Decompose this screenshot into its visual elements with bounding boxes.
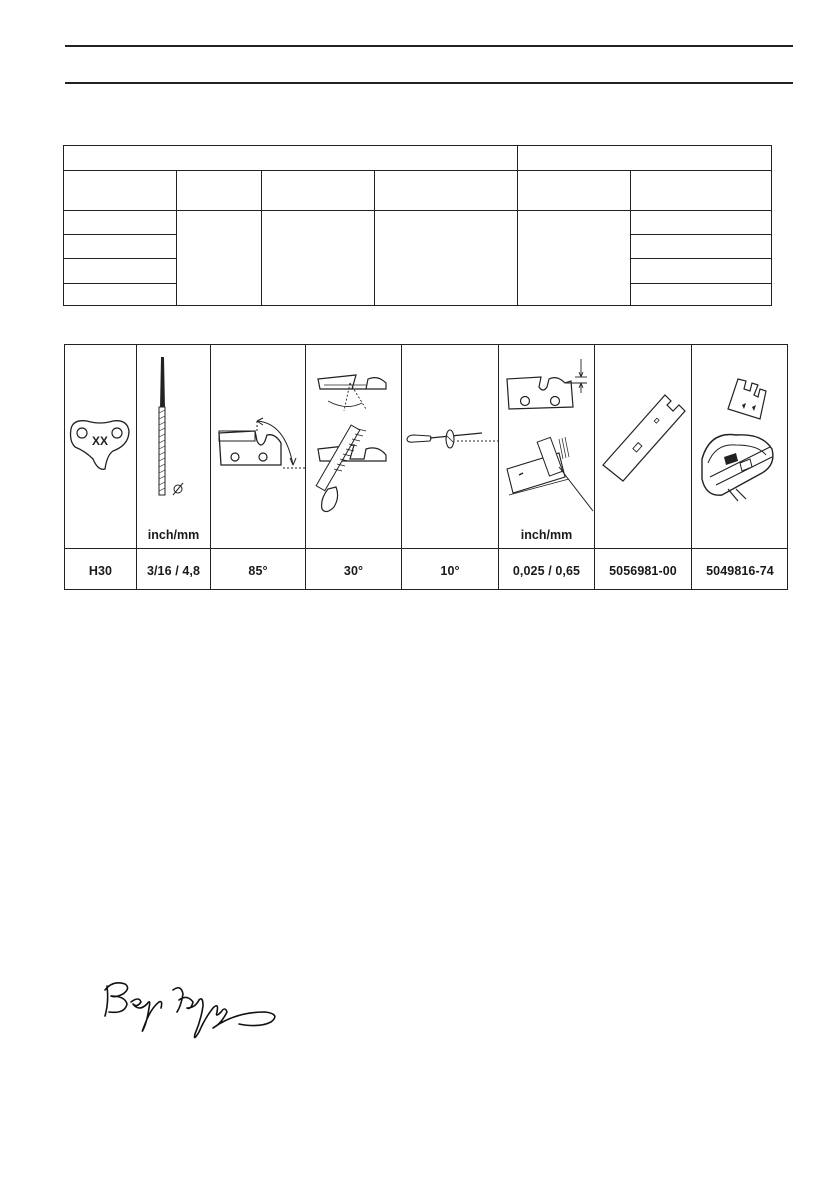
spec-table-vline bbox=[374, 170, 375, 305]
file-gauge-part-number: 5056981-00 bbox=[609, 564, 677, 578]
file-diameter-value: 3/16 / 4,8 bbox=[146, 564, 201, 578]
spec-table-vline bbox=[630, 170, 631, 305]
round-file-icon bbox=[137, 349, 210, 524]
file-tilt-icon bbox=[402, 349, 498, 524]
depth-gauge-icon bbox=[499, 349, 594, 524]
spec-table-vline bbox=[261, 170, 262, 305]
chain-type-value: H30 bbox=[88, 564, 113, 578]
sharpening-tools-table bbox=[64, 344, 788, 590]
spec-table bbox=[63, 145, 772, 306]
spec-table-hline bbox=[64, 234, 176, 235]
spec-table-vline bbox=[517, 146, 518, 305]
tools-row-divider bbox=[65, 548, 787, 549]
spec-table-vline bbox=[176, 170, 177, 305]
spec-table-hline bbox=[64, 170, 771, 171]
chain-link-icon bbox=[65, 349, 136, 524]
file-gauge-icon bbox=[595, 349, 691, 524]
spec-table-hline bbox=[630, 283, 771, 284]
file-tilt-value: 10° bbox=[440, 564, 460, 578]
header-rule-bottom bbox=[65, 82, 793, 84]
depth-gauge-unit: inch/mm bbox=[520, 528, 573, 542]
header-rule-top bbox=[65, 45, 793, 47]
filing-angle-icon bbox=[306, 349, 401, 524]
spec-table-hline bbox=[64, 258, 176, 259]
chain-link-mark: XX bbox=[91, 434, 109, 448]
spec-table-hline bbox=[630, 234, 771, 235]
filing-angle-value: 30° bbox=[343, 564, 364, 578]
signature bbox=[95, 972, 285, 1047]
file-diameter-unit: inch/mm bbox=[147, 528, 200, 542]
depth-gauge-value: 0,025 / 0,65 bbox=[512, 564, 581, 578]
spec-table-hline bbox=[630, 258, 771, 259]
top-plate-angle-value: 85° bbox=[248, 564, 268, 578]
spec-table-hline bbox=[64, 283, 176, 284]
top-plate-angle-icon bbox=[211, 349, 305, 524]
file-holder-icon bbox=[692, 349, 788, 524]
file-holder-part-number: 5049816-74 bbox=[706, 564, 774, 578]
spec-table-hline bbox=[64, 210, 771, 211]
